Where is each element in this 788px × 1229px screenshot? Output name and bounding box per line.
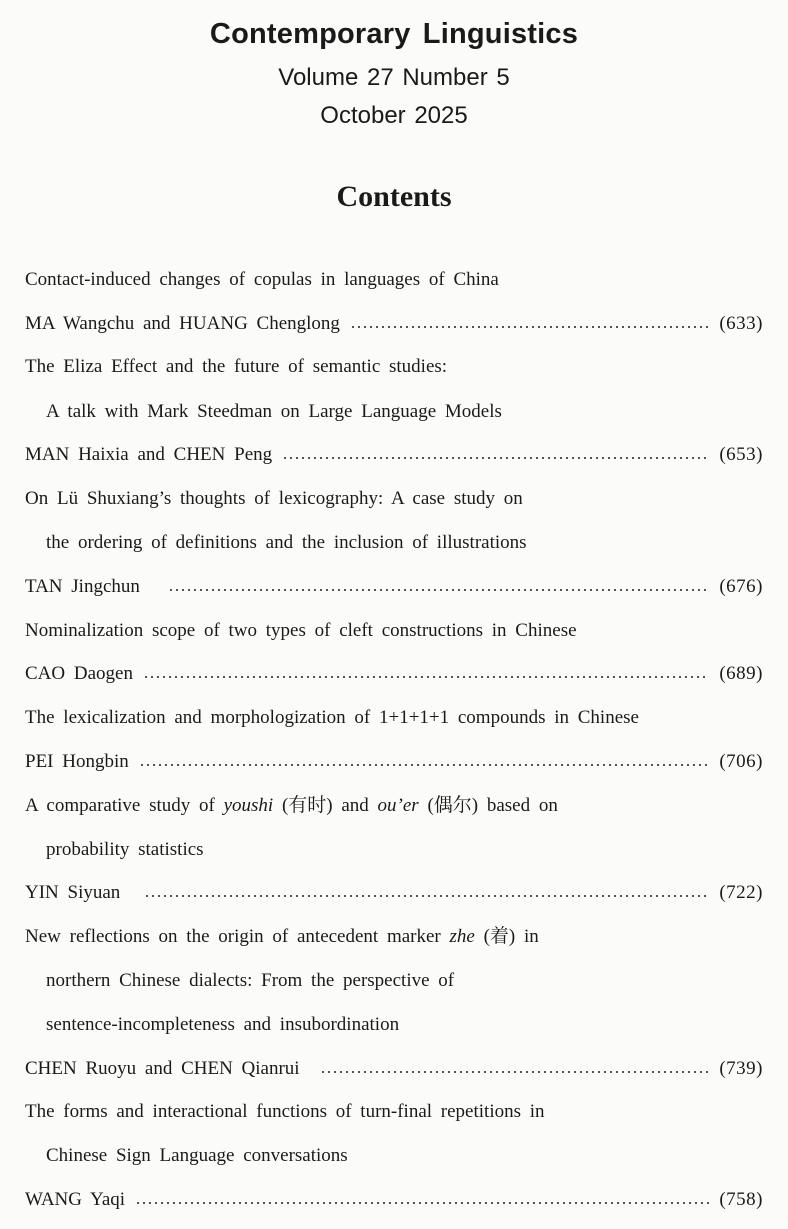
toc-entry-page-number: (739) xyxy=(719,1058,763,1079)
toc-entry-author-row xyxy=(25,1057,763,1081)
toc-entry-page-number: (689) xyxy=(719,663,763,684)
toc-entry-title-line: Nominalization scope of two types of cleft constructions in Chinese xyxy=(25,620,577,641)
toc-entry-author: WANG Yaqi xyxy=(25,1189,126,1210)
toc-entry-author-row xyxy=(25,443,763,467)
toc-entry-page-number: (676) xyxy=(719,576,763,597)
toc-entry-author: MA Wangchu and HUANG Chenglong xyxy=(25,313,340,334)
toc-entry-title-line: Chinese Sign Language conversations xyxy=(46,1145,348,1166)
toc-entry-author-row xyxy=(25,881,763,905)
toc-entry-title-line: probability statistics xyxy=(46,839,204,860)
toc-entry-title-line: Contact-induced changes of copulas in languages of China xyxy=(25,269,499,290)
toc-entry-author: TAN Jingchun xyxy=(25,576,140,597)
toc-entry-author-row xyxy=(25,312,763,336)
title-term: youshi xyxy=(223,795,274,816)
journal-title: Contemporary Linguistics xyxy=(209,18,579,50)
toc-entry-title-line: the ordering of definitions and the inclusion of illustrations xyxy=(46,532,527,553)
toc-entry-author: CHEN Ruoyu and CHEN Qianrui xyxy=(25,1058,300,1079)
dot-leader xyxy=(320,1071,710,1073)
title-text: A comparative study of xyxy=(25,795,224,816)
toc-entry-title-line: northern Chinese dialects: From the perspective of xyxy=(46,970,455,991)
toc-entry-author-row xyxy=(25,575,763,599)
title-text: (偶尔) based on xyxy=(418,795,558,816)
toc-entry-author: CAO Daogen xyxy=(25,663,133,684)
toc-entry-author: PEI Hongbin xyxy=(25,751,129,772)
toc-entry-author: YIN Siyuan xyxy=(25,882,121,903)
title-text: (有时) and xyxy=(273,795,378,816)
issue-date-line: October 2025 xyxy=(320,102,468,129)
contents-heading: Contents xyxy=(336,180,452,213)
toc-entry-page-number: (633) xyxy=(719,313,763,334)
toc-entry-title-line xyxy=(25,794,558,818)
dot-leader xyxy=(143,676,709,678)
toc-entry-title-line: A talk with Mark Steedman on Large Language Models xyxy=(46,401,502,422)
toc-entry-title-line: sentence-incompleteness and insubordination xyxy=(46,1014,400,1035)
toc-entry-author-row xyxy=(25,750,763,774)
toc-entry-author-row xyxy=(25,662,763,686)
title-text: (着) in xyxy=(474,926,539,947)
volume-number-line: Volume 27 Number 5 xyxy=(278,64,510,91)
title-term: ou’er xyxy=(377,795,419,816)
dot-leader xyxy=(144,895,709,897)
toc-entry-title-line: The lexicalization and morphologization of 1+1+1+1 compounds in Chinese xyxy=(25,707,639,728)
toc-entry-title-line: The forms and interactional functions of turn-final repetitions in xyxy=(25,1101,545,1122)
title-text: New reflections on the origin of antecedent marker xyxy=(25,926,450,947)
dot-leader xyxy=(135,1202,709,1204)
dot-leader xyxy=(168,589,709,591)
dot-leader xyxy=(139,764,710,766)
dot-leader xyxy=(350,326,709,328)
toc-entry-author-row xyxy=(25,1188,763,1212)
toc-entry-title-line: The Eliza Effect and the future of semantic studies: xyxy=(25,356,448,377)
toc-entry-page-number: (706) xyxy=(719,751,763,772)
toc-entry-page-number: (653) xyxy=(719,444,763,465)
toc-entry-author: MAN Haixia and CHEN Peng xyxy=(25,444,273,465)
title-term: zhe xyxy=(449,926,475,947)
toc-entry-page-number: (758) xyxy=(719,1189,763,1210)
toc-entry-title-line xyxy=(25,925,539,949)
dot-leader xyxy=(282,457,709,459)
toc-entry-title-line: On Lü Shuxiang’s thoughts of lexicography: A case study on xyxy=(25,488,523,509)
toc-entry-page-number: (722) xyxy=(719,882,763,903)
